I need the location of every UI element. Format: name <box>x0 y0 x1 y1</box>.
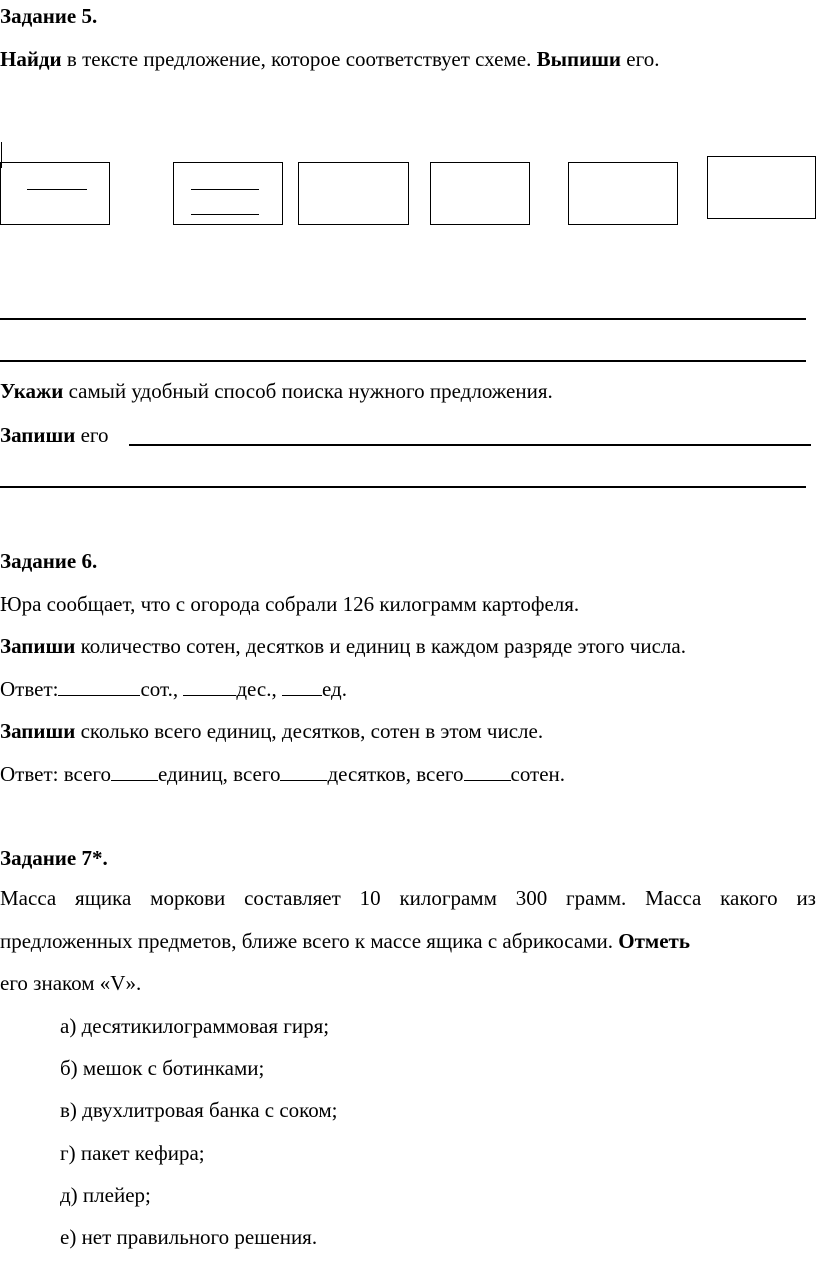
option-b[interactable]: б) мешок с ботинками; <box>60 1056 265 1080</box>
scheme-subject-underline <box>27 189 87 190</box>
answer-line-method[interactable] <box>129 444 811 446</box>
total-hundreds-blank[interactable] <box>464 779 511 781</box>
answer-line-3[interactable] <box>0 486 806 488</box>
task6-answer-1 <box>0 679 347 700</box>
option-e[interactable]: е) нет правильного решения. <box>60 1225 318 1249</box>
word: какого <box>720 886 778 910</box>
task6-line-1: Юра сообщает, что с огорода собрали 126 килограмм картофеля. <box>0 592 580 616</box>
task7-paragraph-line-1 <box>0 888 816 909</box>
scheme-box-5 <box>568 162 678 225</box>
task6-title: Задание 6. <box>0 549 98 573</box>
task6-line-2-text: количество сотен, десятков и единиц в каждом разряде этого числа. <box>75 634 686 658</box>
hundreds-blank[interactable] <box>58 694 140 696</box>
word: ящика <box>75 886 132 910</box>
option-d[interactable]: д) плейер; <box>60 1183 151 1207</box>
scheme-predicate-underline-1 <box>191 189 259 190</box>
task6-line-2 <box>0 636 686 657</box>
task5-write-text: его <box>75 423 109 447</box>
scheme-box-predicate <box>173 162 283 225</box>
option-v[interactable]: в) двухлитровая банка с соком; <box>60 1098 338 1122</box>
word: составляет <box>244 886 341 910</box>
task6-answer-2-prefix: Ответ: всего <box>0 762 111 786</box>
task5-instruction-bold-write: Выпиши <box>536 47 622 71</box>
word: моркови <box>150 886 226 910</box>
scheme-predicate-underline-2 <box>191 214 259 215</box>
task5-instruction-text-end: его. <box>621 47 660 71</box>
units-blank[interactable] <box>282 694 322 696</box>
answer-line-2[interactable] <box>0 360 806 362</box>
scheme-box-subject <box>0 162 110 225</box>
task6-answer-2 <box>0 764 565 785</box>
task6-answer-2-units-label: единиц, всего <box>158 762 281 786</box>
scheme-box-6 <box>707 156 816 219</box>
task5-title: Задание 5. <box>0 4 98 28</box>
total-tens-blank[interactable] <box>280 779 327 781</box>
task6-line-3-bold: Запиши <box>0 719 76 743</box>
task7-title: Задание 7*. <box>0 846 108 870</box>
task6-line-2-bold: Запиши <box>0 634 76 658</box>
task5-method-text: самый удобный способ поиска нужного предложения. <box>63 379 553 403</box>
task6-line-3-text: сколько всего единиц, десятков, сотен в этом числе. <box>75 719 544 743</box>
task5-instruction-bold-find: Найди <box>0 47 62 71</box>
total-units-blank[interactable] <box>111 779 158 781</box>
option-g[interactable]: г) пакет кефира; <box>60 1141 205 1165</box>
answer-line-1[interactable] <box>0 318 806 320</box>
word: из <box>796 886 816 910</box>
word: Масса <box>645 886 702 910</box>
word: Масса <box>0 886 57 910</box>
task6-answer-1-units-label: ед. <box>321 677 347 701</box>
task5-instruction <box>0 49 659 70</box>
task7-paragraph-line-2 <box>0 931 690 952</box>
scheme-box-3 <box>298 162 409 225</box>
word: килограмм <box>399 886 497 910</box>
task5-write-bold: Запиши <box>0 423 76 447</box>
task5-method-bold: Укажи <box>0 379 64 403</box>
task6-answer-1-tens-label: дес., <box>236 677 277 701</box>
task6-line-3 <box>0 721 543 742</box>
task5-method-instruction <box>0 381 553 402</box>
task7-mark-bold: Отметь <box>618 929 690 953</box>
task6-answer-1-prefix: Ответ: <box>0 677 59 701</box>
tens-blank[interactable] <box>183 694 236 696</box>
task7-paragraph-line-3: его знаком «V». <box>0 971 142 995</box>
scheme-box-4 <box>430 162 530 225</box>
word: 10 <box>359 886 381 910</box>
word: грамм. <box>566 886 627 910</box>
task5-write-instruction <box>0 425 109 446</box>
task6-answer-1-hundreds-label: сот., <box>140 677 179 701</box>
task7-paragraph-line-2-text: предложенных предметов, ближе всего к массе ящика с абрикосами. <box>0 929 619 953</box>
word: 300 <box>515 886 548 910</box>
task6-answer-2-tens-label: десятков, всего <box>327 762 464 786</box>
task5-instruction-text: в тексте предложение, которое соответствует схеме. <box>61 47 537 71</box>
option-a[interactable]: а) десятикилограммовая гиря; <box>60 1014 330 1038</box>
task6-answer-2-hundreds-label: сотен. <box>510 762 566 786</box>
